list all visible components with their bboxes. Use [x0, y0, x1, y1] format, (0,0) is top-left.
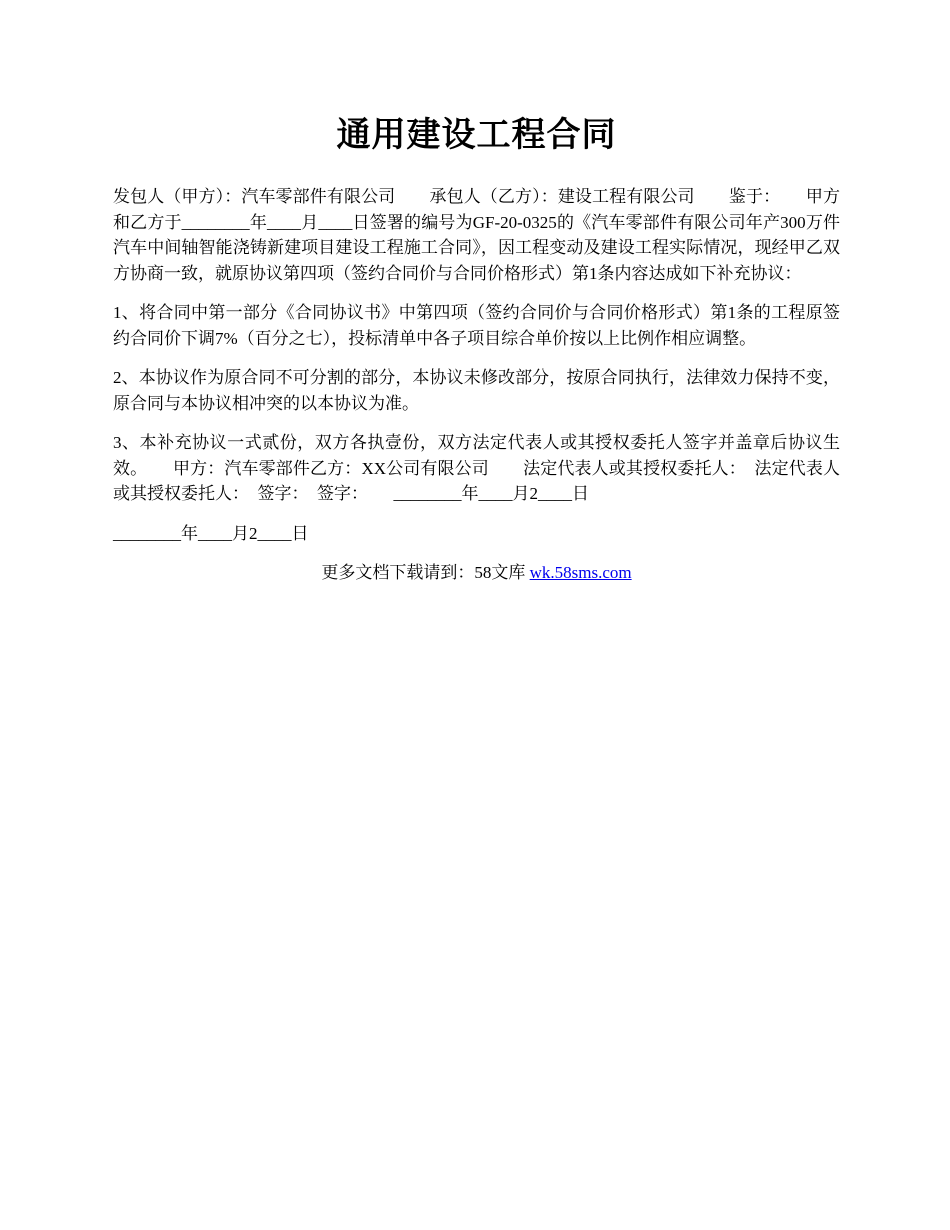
intro-paragraph: 发包人（甲方）：汽车零部件有限公司 承包人（乙方）：建设工程有限公司 鉴于： 甲方和乙方于________年____月____日签署的编号为GF-20-0325的《汽车零部件有限公司年产300万件汽车中间轴智能浇铸新建项目建设工程施工合同》，因工程变动及建设工程实际情况，现经甲乙双方协商一致，就原协议第四项（签约合同价与合同价格形式）第1条内容达成如下补充协议： [113, 187, 840, 283]
document-title: 通用建设工程合同 [336, 117, 617, 154]
document-page [113, 110, 840, 585]
date-line: ________年____月2____日 [113, 523, 309, 543]
footer-link[interactable]: wk.58sms.com [529, 563, 632, 582]
clause-1-paragraph: 1、将合同中第一部分《合同协议书》中第四项（签约合同价与合同价格形式）第1条的工程原签约合同价下调7%（百分之七），投标清单中各子项目综合单价按以上比例作相应调整。 [113, 303, 840, 348]
footer-prefix: 更多文档下载请到：58文库 [321, 563, 530, 582]
download-footer [113, 560, 840, 585]
clause-2-paragraph: 2、本协议作为原合同不可分割的部分，本协议未修改部分，按原合同执行，法律效力保持不变，原合同与本协议相冲突的以本协议为准。 [113, 368, 840, 413]
clause-3-paragraph: 3、本补充协议一式贰份，双方各执壹份，双方法定代表人或其授权委托人签字并盖章后协议生效。 甲方：汽车零部件乙方：XX公司有限公司 法定代表人或其授权委托人： 法定代表人或其授权委托人： 签字： 签字： ________年____月2____日 [113, 433, 840, 503]
